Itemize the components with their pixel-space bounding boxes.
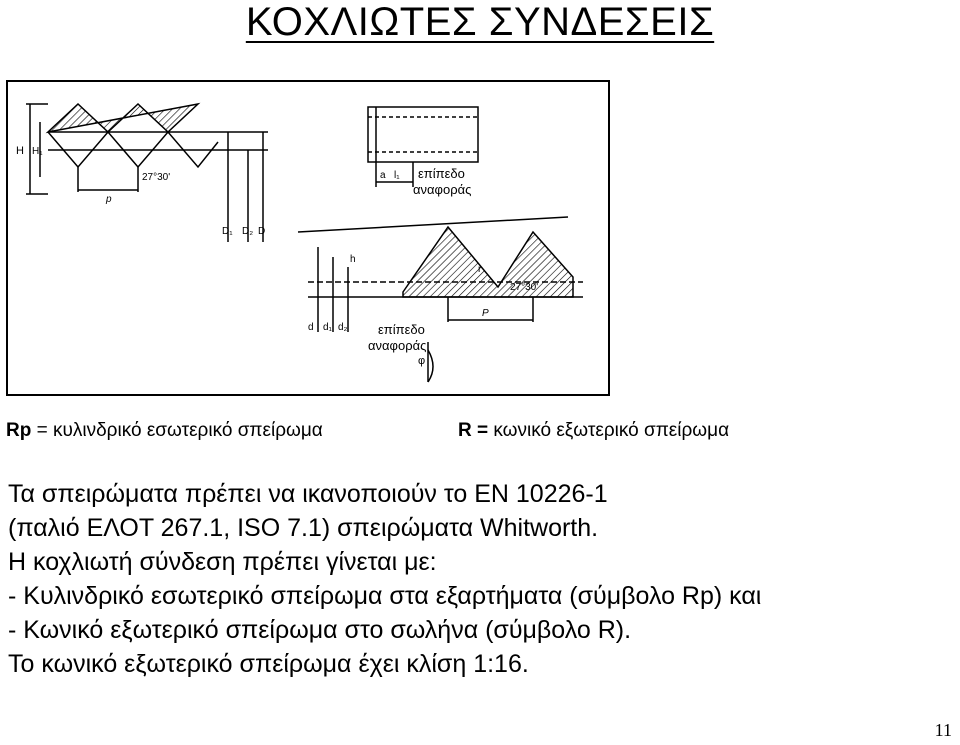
dim-a-label: a	[380, 170, 386, 181]
dim-h-label: h	[350, 254, 356, 265]
caption-rp	[6, 420, 323, 442]
thread-diagram	[6, 80, 610, 396]
dim-phi-label: φ	[418, 355, 426, 367]
caption-r-text: κωνικό εξωτερικό σπείρωμα	[493, 420, 730, 441]
reference-plane-top-line2: αναφοράς	[413, 182, 472, 197]
page-number: 11	[934, 720, 952, 740]
dim-r-label: r	[478, 264, 482, 275]
caption-r	[458, 420, 729, 442]
reference-plane-bottom-line2: αναφοράς	[368, 338, 427, 353]
body-line-5: - Κωνικό εξωτερικό σπείρωμα στο σωλήνα (σύμβολο R).	[8, 616, 632, 644]
body-line-2: (παλιό ΕΛΟΤ 267.1, ISO 7.1) σπειρώματα Whitworth.	[8, 514, 599, 542]
dim-D-label: D	[258, 226, 266, 237]
body-line-3: Η κοχλιωτή σύνδεση πρέπει γίνεται με:	[8, 548, 437, 576]
angle-right-label: 27°30'	[510, 282, 539, 293]
caption-rp-text: = κυλινδρικό εσωτερικό σπείρωμα	[31, 420, 323, 441]
dim-H-label: H	[16, 145, 24, 157]
caption-rp-symbol: Rp	[6, 420, 32, 441]
angle-left-label: 27°30'	[142, 172, 171, 183]
dim-p-left-label: p	[106, 194, 112, 205]
reference-plane-bottom-line1: επίπεδο	[378, 322, 425, 337]
body-line-6: Το κωνικό εξωτερικό σπείρωμα έχει κλίση 1:16.	[8, 650, 529, 678]
dim-p-right-label: P	[482, 308, 489, 319]
dim-d1-label: d₁	[323, 322, 332, 333]
dim-l1-label: l₁	[394, 170, 400, 181]
dim-D1-label: D₁	[222, 226, 233, 237]
dim-d2-label: d₂	[338, 322, 348, 333]
body-text	[8, 477, 960, 681]
dim-d-label: d	[308, 322, 314, 333]
dim-H1-label: H₁	[32, 146, 43, 157]
thread-diagram-svg	[8, 82, 608, 394]
caption-r-symbol: R =	[458, 420, 494, 441]
page-title: ΚΟΧΛΙΩΤΕΣ ΣΥΝΔΕΣΕΙΣ	[245, 0, 715, 44]
reference-plane-top-line1: επίπεδο	[418, 166, 465, 181]
tapered-thread-profile	[298, 217, 583, 382]
dim-D2-label: D₂	[242, 226, 254, 237]
body-line-4: - Κυλινδρικό εσωτερικό σπείρωμα στα εξαρτήματα (σύμβολο Rp) και	[8, 582, 762, 610]
body-line-1: Τα σπειρώματα πρέπει να ικανοποιούν το ΕΝ 10226-1	[8, 480, 608, 508]
